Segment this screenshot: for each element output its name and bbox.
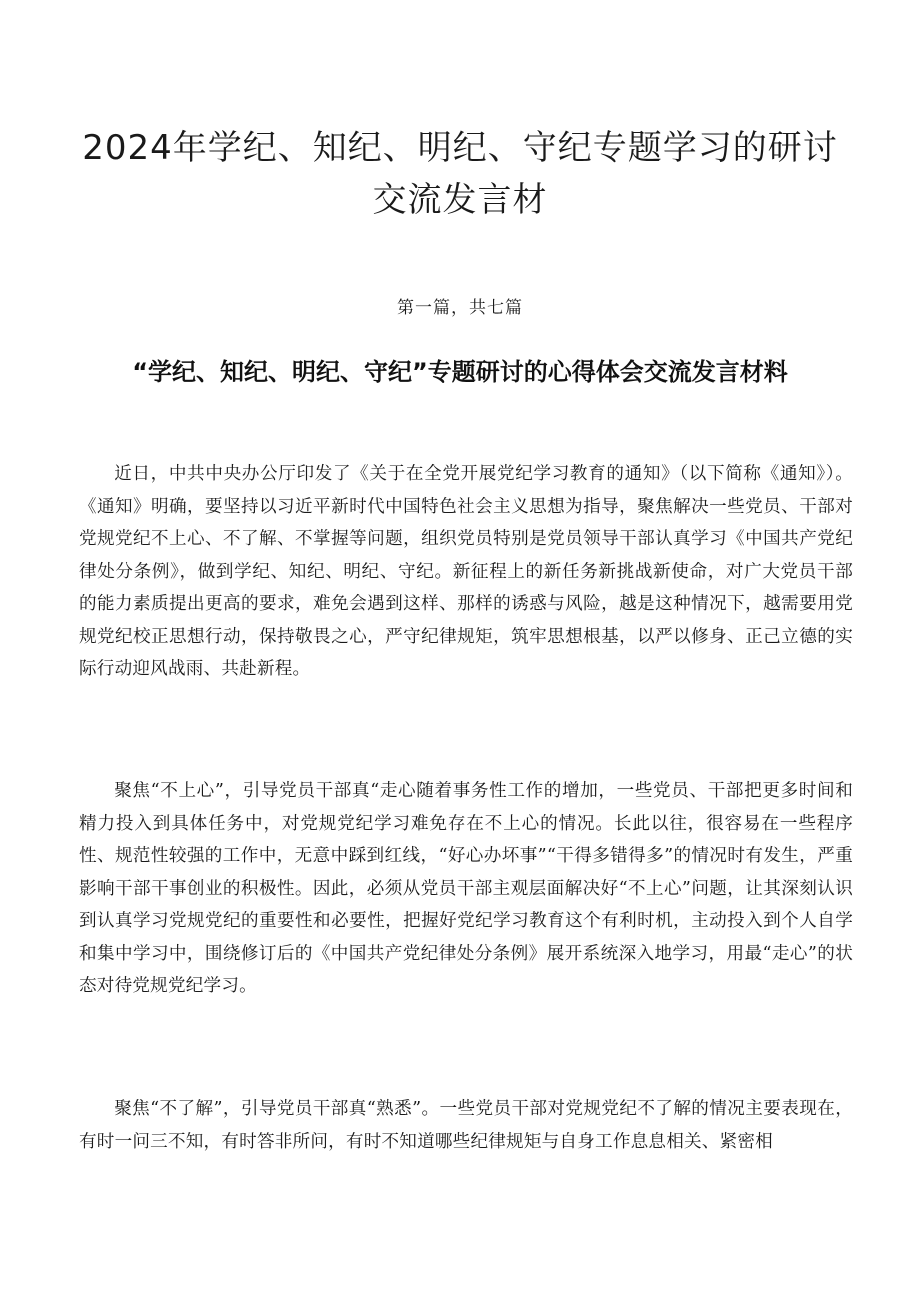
paragraph-2: 聚焦“不上心”，引导党员干部真“走心随着事务性工作的增加，一些党员、干部把更多时间和精力投入到具体任务中，对党规党纪学习难免存在不上心的情况。长此以往，很容易在一些程序性、规范性较强的工作中，无意中踩到红线，“好心办坏事”“干得多错得多”的情况时有发生，严重影响干部干事创业的积极性。因此，必须从党员干部主观层面解决好“不上心”问题，让其深刻认识到认真学习党规党纪的重要性和必要性，把握好党纪学习教育这个有利时机，主动投入到个人自学和集中学习中，围绕修订后的《中国共产党纪律处分条例》展开系统深入地学习，用最“走心”的状态对待党规党纪学习。 bbox=[79, 781, 853, 996]
article-title: “学纪、知纪、明纪、守纪”专题研讨的心得体会交流发言材料 bbox=[132, 358, 788, 386]
part-label: 第一篇，共七篇 bbox=[397, 298, 523, 318]
paragraph-3: 聚焦“不了解”，引导党员干部真“熟悉”。一些党员干部对党规党纪不了解的情况主要表现在，有时一问三不知，有时答非所问，有时不知道哪些纪律规矩与自身工作息息相关、紧密相 bbox=[79, 1099, 853, 1152]
paragraph-1: 近日，中共中央办公厅印发了《关于在全党开展党纪学习教育的通知》（以下简称《通知》）。《通知》明确，要坚持以习近平新时代中国特色社会主义思想为指导，聚焦解决一些党员、干部对党规党纪不上心、不了解、不掌握等问题，组织党员特别是党员领导干部认真学习《中国共产党纪律处分条例》，做到学纪、知纪、明纪、守纪。新征程上的新任务新挑战新使命，对广大党员干部的能力素质提出更高的要求，难免会遇到这样、那样的诱惑与风险，越是这种情况下，越需要用党规党纪校正思想行动，保持敬畏之心，严守纪律规矩，筑牢思想根基，以严以修身、正己立德的实际行动迎风战雨、共赴新程。 bbox=[79, 464, 853, 679]
document-title: 2024年学纪、知纪、明纪、守纪专题学习的研讨交流发言材 bbox=[82, 128, 838, 220]
